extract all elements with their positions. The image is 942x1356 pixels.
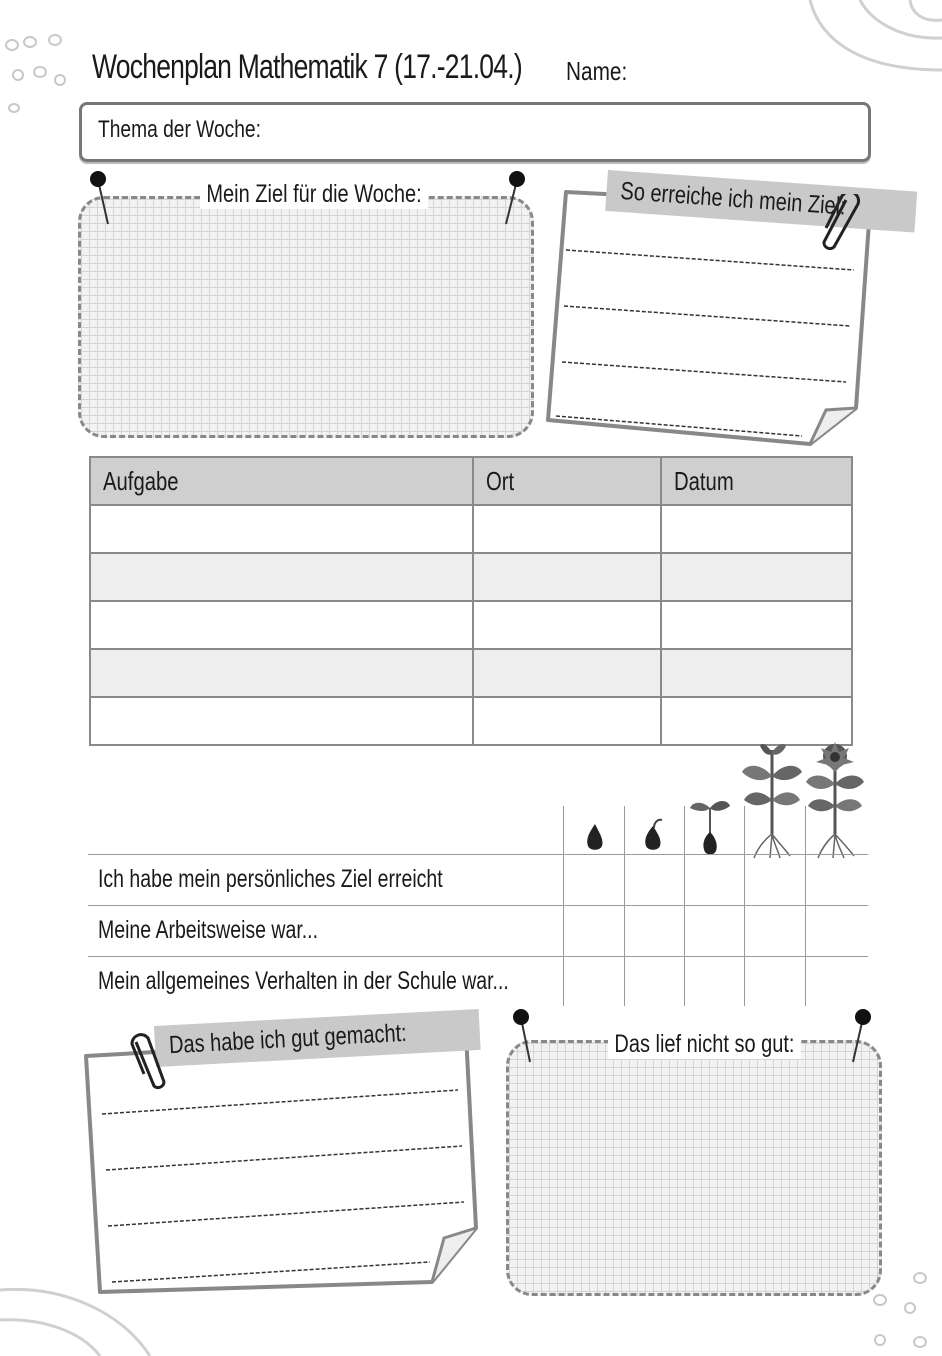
table-cell[interactable]: [90, 649, 473, 697]
reach-label: So erreiche ich mein Ziel:: [605, 170, 917, 233]
pin-icon: [88, 168, 114, 226]
sprouting-seed-icon: [640, 816, 666, 854]
task-table: [89, 456, 853, 746]
table-cell[interactable]: [90, 601, 473, 649]
table-cell[interactable]: [473, 649, 661, 697]
table-cell[interactable]: [90, 697, 473, 745]
assessment-row[interactable]: [88, 957, 868, 1007]
pin-icon: [500, 168, 526, 226]
table-cell[interactable]: [473, 601, 661, 649]
bad-grid-box[interactable]: [506, 1040, 882, 1296]
assessment-label: Ich habe mein persönliches Ziel erreicht: [98, 865, 443, 893]
corner-doodle-top-left: [0, 0, 90, 120]
table-cell[interactable]: [661, 649, 852, 697]
assessment-row[interactable]: [88, 906, 868, 957]
seedling-icon: [688, 794, 732, 856]
good-label: Das habe ich gut gemacht:: [154, 1009, 481, 1067]
table-row: [90, 553, 852, 601]
theme-label: Thema der Woche:: [98, 116, 261, 143]
column-header-ort: Ort: [473, 457, 661, 505]
table-header-row: [90, 457, 852, 505]
goal-grid-box[interactable]: [78, 196, 534, 438]
seed-icon: [582, 820, 608, 854]
table-cell[interactable]: [473, 553, 661, 601]
assessment-label: Meine Arbeitsweise war...: [98, 916, 319, 944]
table-cell[interactable]: [90, 505, 473, 553]
bad-label: Das lief nicht so gut:: [608, 1030, 801, 1059]
pin-icon: [510, 1006, 536, 1064]
table-cell[interactable]: [661, 697, 852, 745]
paperclip-icon: [126, 1030, 174, 1094]
table-row: [90, 649, 852, 697]
name-label: Name:: [566, 56, 628, 86]
table-cell[interactable]: [661, 505, 852, 553]
table-cell[interactable]: [473, 697, 661, 745]
table-cell[interactable]: [661, 601, 852, 649]
table-cell[interactable]: [661, 553, 852, 601]
table-row: [90, 697, 852, 745]
table-cell[interactable]: [473, 505, 661, 553]
goal-label: Mein Ziel für die Woche:: [200, 180, 428, 209]
column-header-datum: Datum: [661, 457, 852, 505]
young-plant-icon: [740, 742, 804, 860]
assessment-label: Mein allgemeines Verhalten in der Schule war...: [98, 967, 509, 995]
corner-doodle-top-right: [800, 0, 942, 110]
self-assessment-rows: [88, 854, 868, 1007]
table-cell[interactable]: [90, 553, 473, 601]
paperclip-icon: [816, 194, 866, 254]
assessment-row[interactable]: [88, 854, 868, 906]
table-row: [90, 505, 852, 553]
page-title: Wochenplan Mathematik 7 (17.-21.04.): [92, 48, 522, 86]
column-header-aufgabe: Aufgabe: [90, 457, 473, 505]
pin-icon: [846, 1006, 872, 1064]
table-row: [90, 601, 852, 649]
flowering-plant-icon: [804, 740, 866, 860]
